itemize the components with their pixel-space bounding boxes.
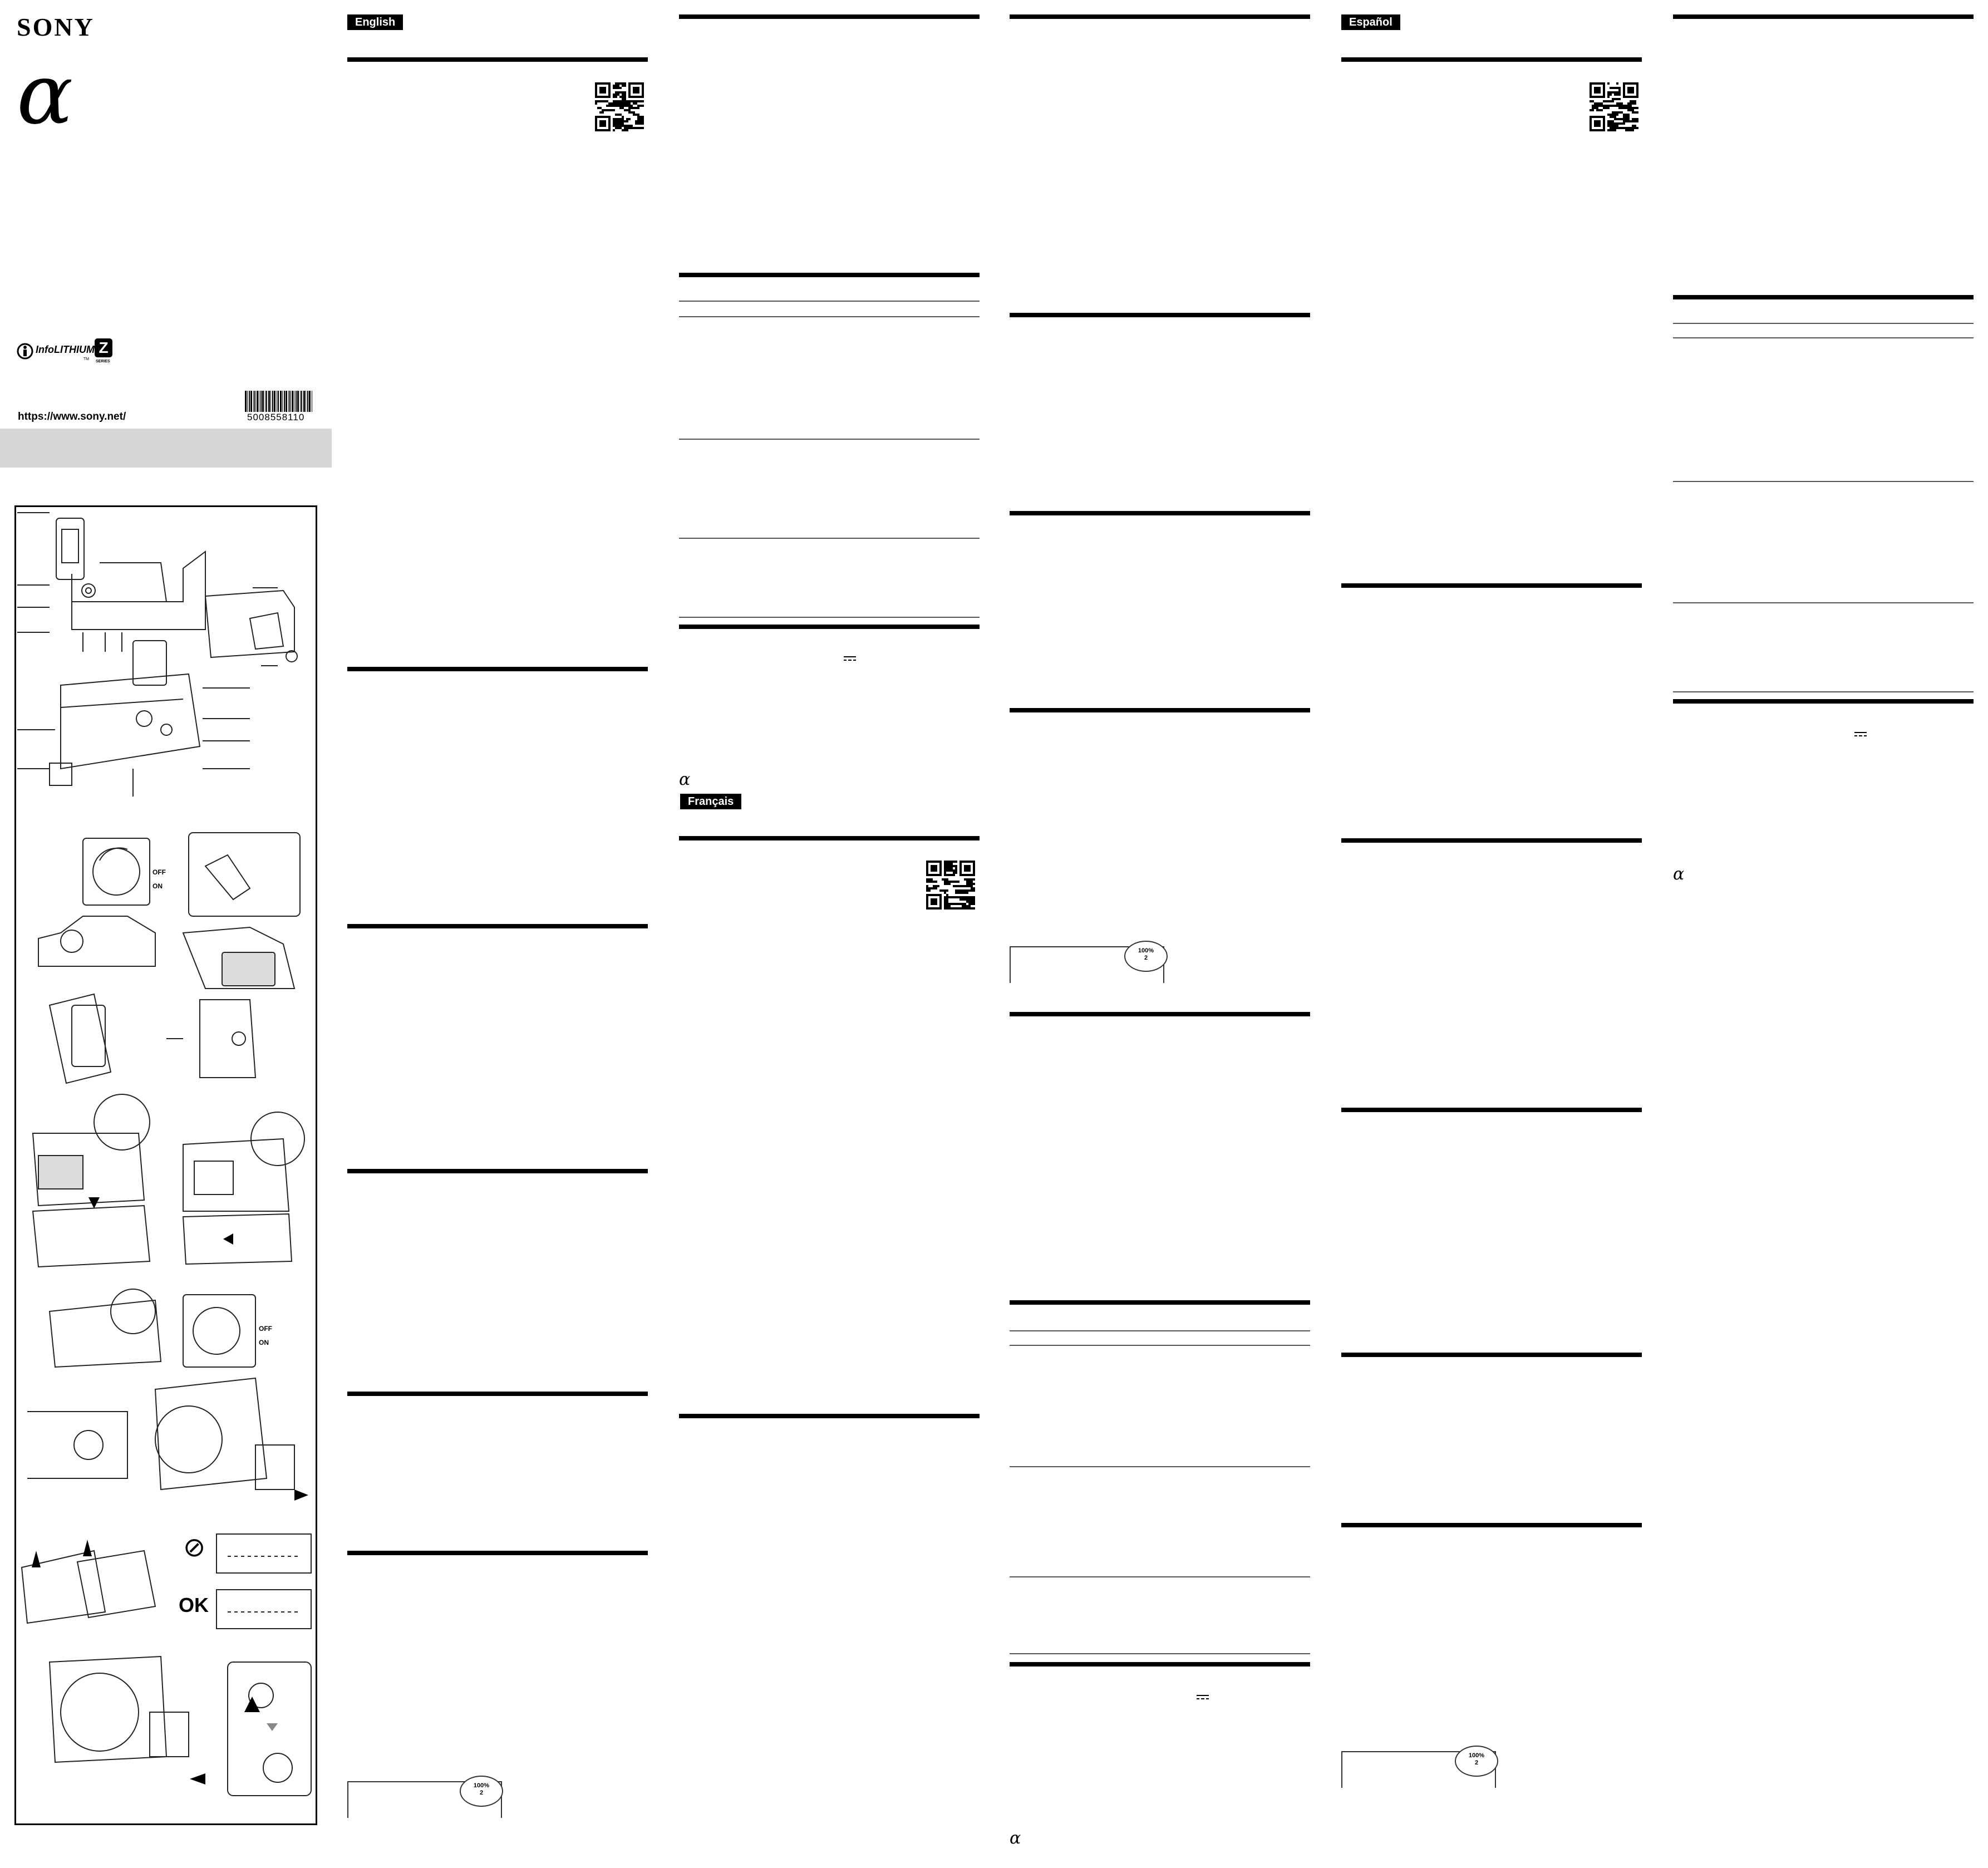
- table-rule: [679, 439, 980, 440]
- section-rule: [1010, 1012, 1310, 1016]
- dc-symbol-icon: [1854, 731, 1867, 737]
- grip-parts-drawing: [16, 507, 316, 823]
- battery-insert-drawing: [16, 822, 316, 1278]
- section-rule: [679, 625, 980, 629]
- illustration-panel-attach: [14, 1278, 317, 1825]
- section-rule: [1010, 313, 1310, 317]
- off-label-1: OFF: [152, 868, 166, 876]
- qr-code-espanol[interactable]: [1590, 82, 1638, 131]
- infolithium-tm: TM: [83, 357, 90, 361]
- table-rule: [1673, 481, 1974, 482]
- section-rule: [1341, 1108, 1642, 1112]
- section-rule: [347, 924, 648, 928]
- illustration-panel-battery: [14, 822, 317, 1280]
- battery-level-badge: 100% 2: [1124, 941, 1168, 972]
- alpha-mark: α: [679, 770, 691, 789]
- section-rule: [347, 1169, 648, 1173]
- section-rule: [1341, 838, 1642, 843]
- alpha-logo: α: [17, 46, 73, 143]
- dc-symbol-icon: [1197, 1694, 1209, 1700]
- section-rule: [1010, 14, 1310, 19]
- table-rule: [679, 301, 980, 302]
- alpha-mark: α: [1673, 864, 1685, 884]
- section-rule: [1010, 511, 1310, 515]
- illustration-panel-parts: [14, 505, 317, 825]
- table-rule: [1010, 1330, 1310, 1331]
- attach-drawing: [16, 1278, 316, 1823]
- dc-symbol-icon: [844, 656, 856, 661]
- section-rule: [679, 273, 980, 277]
- on-label-1: ON: [152, 882, 163, 890]
- barcode-number: 5008558110: [247, 412, 305, 422]
- table-rule: [679, 617, 980, 618]
- section-rule: [1341, 57, 1642, 62]
- table-rule: [1673, 602, 1974, 603]
- section-rule: [1341, 1523, 1642, 1527]
- qr-code-english[interactable]: [595, 82, 644, 131]
- table-rule: [1010, 1466, 1310, 1467]
- section-rule: [347, 1392, 648, 1396]
- gray-band: [0, 429, 332, 468]
- section-rule: [347, 1551, 648, 1555]
- table-rule: [1010, 1345, 1310, 1346]
- section-rule: [1673, 14, 1974, 19]
- table-rule: [1010, 1653, 1310, 1654]
- lang-badge-english: English: [347, 14, 403, 30]
- sony-url[interactable]: https://www.sony.net/: [18, 411, 126, 422]
- section-rule: [1341, 1353, 1642, 1357]
- table-rule: [1673, 691, 1974, 692]
- sony-logo: SONY: [17, 13, 95, 41]
- prohibited-mark: ⊘: [183, 1532, 206, 1563]
- section-rule: [347, 57, 648, 62]
- section-rule: [347, 667, 648, 671]
- info-i-icon: [17, 343, 33, 360]
- lang-badge-espanol: Español: [1341, 14, 1400, 30]
- section-rule: [679, 14, 980, 19]
- infolithium-logo: [17, 338, 145, 372]
- on-label-2: ON: [259, 1339, 269, 1346]
- table-rule: [1010, 1576, 1310, 1577]
- table-rule: [1673, 323, 1974, 324]
- section-rule: [679, 1414, 980, 1418]
- section-rule: [1010, 708, 1310, 712]
- off-label-2: OFF: [259, 1325, 272, 1333]
- barcode: [245, 391, 314, 412]
- ok-label: OK: [179, 1594, 209, 1616]
- series-text: SERIES: [96, 360, 110, 363]
- z-series-badge: Z: [95, 338, 112, 357]
- table-rule: [1673, 337, 1974, 338]
- battery-level-badge: 100% 2: [460, 1776, 503, 1807]
- section-rule: [1010, 1300, 1310, 1305]
- qr-code-francais[interactable]: [926, 861, 975, 910]
- alpha-mark: α: [1010, 1828, 1021, 1848]
- table-rule: [679, 316, 980, 317]
- infolithium-text: InfoLITHIUM: [36, 344, 95, 355]
- section-rule: [1673, 295, 1974, 299]
- section-rule: [1341, 583, 1642, 588]
- section-rule: [1010, 1662, 1310, 1667]
- section-rule: [679, 836, 980, 840]
- lang-badge-francais: Français: [680, 794, 741, 809]
- table-rule: [679, 538, 980, 539]
- battery-level-badge: 100% 2: [1455, 1746, 1498, 1777]
- section-rule: [1673, 699, 1974, 704]
